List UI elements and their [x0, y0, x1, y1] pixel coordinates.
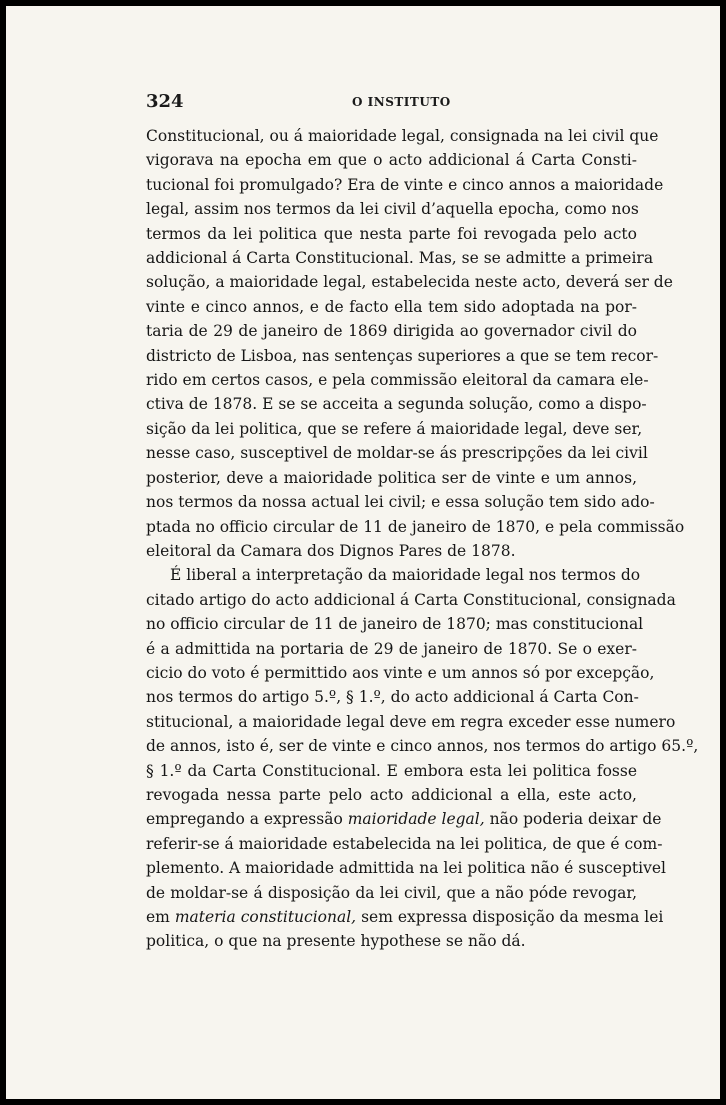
text-line: legal, assim nos termos da lei civil d’aquella epocha, como nos [146, 200, 639, 219]
text-line: vigorava na epocha em que o acto addicional á Carta Consti- [146, 151, 637, 170]
page-header [146, 91, 596, 115]
text-line: vinte e cinco annos, e de facto ella tem sido adoptada na por- [146, 297, 637, 316]
text-line: plemento. A maioridade admittida na lei politica não é susceptivel [146, 859, 666, 878]
italic-term: maioridade legal, [347, 810, 485, 829]
text-line: eleitoral da Camara dos Dignos Pares de 1878. [146, 541, 516, 560]
paragraph-2 [146, 563, 699, 954]
text-line: referir-se á maioridade estabelecida na lei politica, de que é com- [146, 834, 663, 853]
text-line: É liberal a interpretação da maioridade legal nos termos do [170, 566, 641, 585]
text-line: cicio do voto é permittido aos vinte e um annos só por excepção, [146, 663, 655, 682]
text-fragment: empregando a expressão [146, 810, 343, 829]
text-line: taria de 29 de janeiro de 1869 dirigida ao governador civil do [146, 322, 637, 341]
text-line: districto de Lisboa, nas sentenças superiores a que se tem recor- [146, 346, 659, 365]
text-line: nos termos do artigo 5.º, § 1.º, do acto addicional á Carta Con- [146, 688, 639, 707]
text-line: nesse caso, susceptivel de moldar-se ás prescripções da lei civil [146, 444, 648, 463]
text-line: tucional foi promulgado? Era de vinte e cinco annos a maioridade [146, 175, 664, 194]
text-line: termos da lei politica que nesta parte foi revogada pelo acto [146, 224, 637, 243]
page [6, 6, 720, 1099]
text-line: stitucional, a maioridade legal deve em regra exceder esse numero [146, 712, 676, 731]
text-line: Constitucional, ou á maioridade legal, consignada na lei civil que [146, 127, 659, 145]
text-fragment: em [146, 908, 170, 926]
text-line: ptada no officio circular de 11 de janeiro de 1870, e pela commissão [146, 517, 685, 536]
text-line: ctiva de 1878. E se se acceita a segunda solução, como a dispo- [146, 395, 647, 414]
page-number: 324 [146, 91, 184, 112]
text-fragment: não poderia deixar de [489, 810, 662, 829]
text-line: revogada nessa parte pelo acto addicional a ella, este acto, [146, 785, 637, 804]
text-line: sição da lei politica, que se refere á maioridade legal, deve ser, [146, 419, 643, 438]
text-line: é a admittida na portaria de 29 de janeiro de 1870. Se o exer- [146, 639, 637, 658]
text-line: nos termos da nossa actual lei civil; e essa solução tem sido ado- [146, 493, 655, 512]
text-line: rido em certos casos, e pela commissão eleitoral da camara ele- [146, 371, 649, 390]
text-line: posterior, deve a maioridade politica ser de vinte e um annos, [146, 468, 637, 487]
running-title: O INSTITUTO [352, 95, 451, 109]
text-line: solução, a maioridade legal, estabelecida neste acto, deverá ser de [146, 273, 673, 292]
body-text [146, 124, 699, 954]
text-line: politica, o que na presente hypothese se não dá. [146, 932, 526, 951]
paragraph-1 [146, 124, 685, 563]
text-line: de annos, isto é, ser de vinte e cinco annos, nos termos do artigo 65.º, [146, 737, 699, 756]
text-line: addicional á Carta Constitucional. Mas, se se admitte a primeira [146, 249, 654, 268]
text-fragment: sem expressa disposição da mesma lei [361, 908, 664, 926]
text-line: citado artigo do acto addicional á Carta Constitucional, consignada [146, 590, 676, 609]
text-line [146, 807, 662, 831]
text-line: § 1.º da Carta Constitucional. E embora esta lei politica fosse [146, 761, 637, 780]
italic-term: materia constitucional, [174, 908, 357, 926]
text-line: de moldar-se á disposição da lei civil, que a não póde revogar, [146, 883, 637, 902]
text-line: no officio circular de 11 de janeiro de 1870; mas constitucional [146, 615, 644, 634]
text-line [146, 905, 664, 929]
